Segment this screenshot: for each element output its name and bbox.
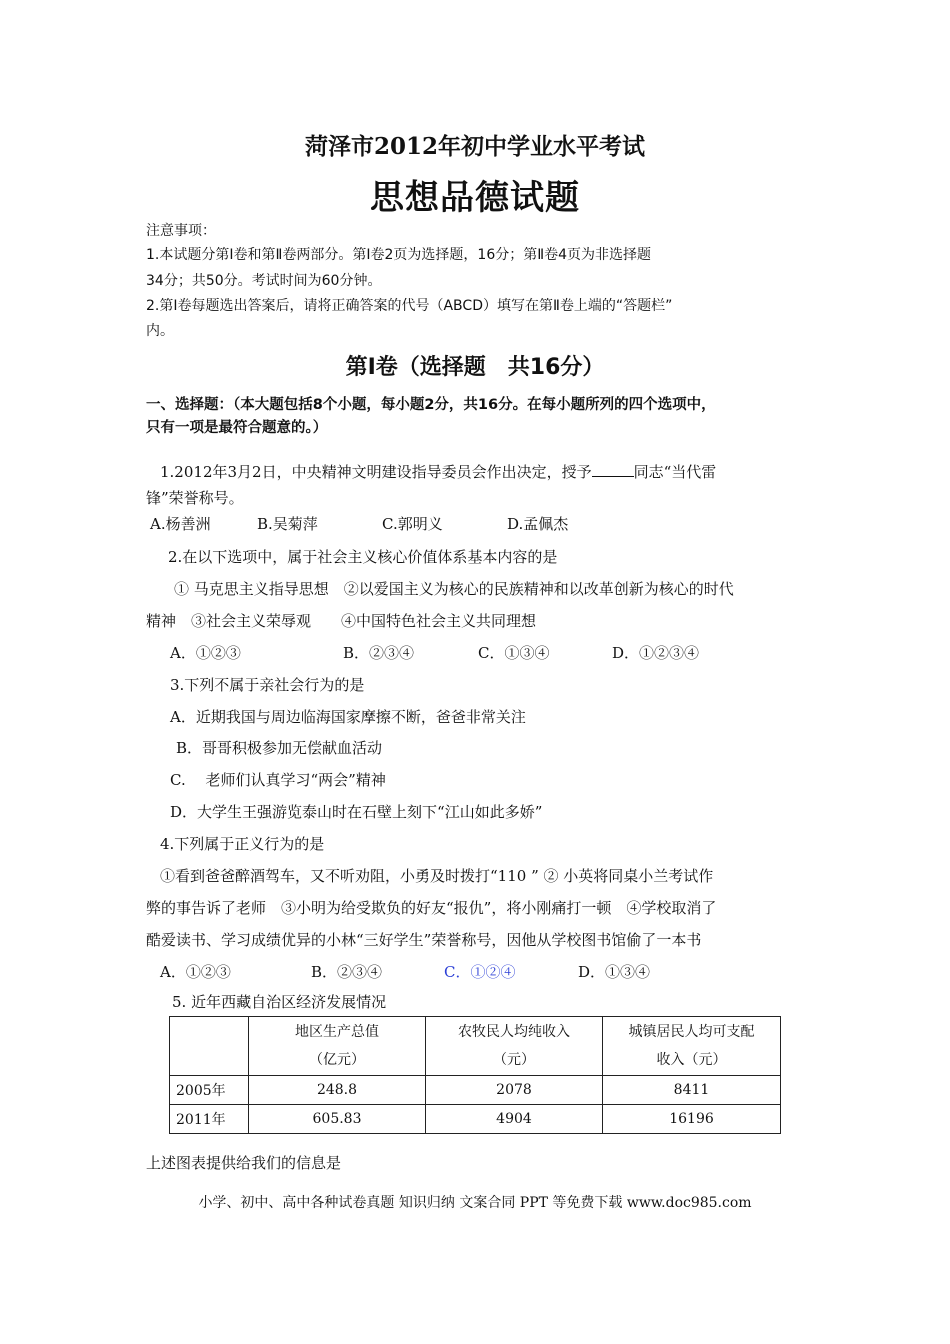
q1-stem-after: 同志“当代雷 bbox=[633, 463, 717, 481]
q2-option-c: C．①③④ bbox=[478, 644, 550, 662]
q3-option-c: C. 老师们认真学习“两会”精神 bbox=[170, 771, 386, 789]
table-header-cell bbox=[170, 1017, 249, 1076]
section-title: 第Ⅰ卷（选择题 共16分） bbox=[345, 355, 605, 380]
q4-option-b: B．②③④ bbox=[311, 963, 383, 981]
cell-gdp: 605.83 bbox=[249, 1105, 426, 1134]
exam-title: 菏泽市2012年初中学业水平考试 bbox=[304, 133, 645, 160]
header-line: 收入（元） bbox=[656, 1052, 727, 1068]
question-1-stem bbox=[160, 461, 716, 482]
cell-urban-income: 8411 bbox=[603, 1076, 781, 1105]
notice-heading: 注意事项： bbox=[146, 223, 216, 239]
question-3-stem: 3.下列不属于亲社会行为的是 bbox=[170, 676, 365, 694]
cell-rural-income: 4904 bbox=[426, 1105, 603, 1134]
header-line: 农牧民人均纯收入 bbox=[458, 1024, 570, 1040]
table-header-cell bbox=[603, 1017, 781, 1076]
cell-urban-income: 16196 bbox=[603, 1105, 781, 1134]
subject-title: 思想品德试题 bbox=[370, 178, 580, 218]
q4-option-d: D．①③④ bbox=[578, 963, 651, 981]
q4-option-a: A．①②③ bbox=[160, 963, 231, 981]
q4-item-line: ①看到爸爸醉酒驾车，又不听劝阻，小勇及时拨打“110 ” ② 小英将同桌小兰考试作 bbox=[160, 867, 714, 885]
notice-line: 34分；共50分。考试时间为60分钟。 bbox=[146, 273, 382, 289]
header-line: 地区生产总值 bbox=[295, 1024, 379, 1040]
question-4-stem: 4.下列属于正义行为的是 bbox=[160, 835, 325, 853]
table-row bbox=[170, 1105, 781, 1134]
question-5-followup: 上述图表提供给我们的信息是 bbox=[146, 1154, 342, 1172]
table-header-cell bbox=[426, 1017, 603, 1076]
q1-option-b: B.吴菊萍 bbox=[257, 515, 318, 533]
table-header-row bbox=[170, 1017, 781, 1076]
section-intro: 只有一项是最符合题意的。） bbox=[146, 420, 328, 436]
q3-option-a: A．近期我国与周边临海国家摩擦不断，爸爸非常关注 bbox=[170, 708, 526, 726]
table-header-cell bbox=[249, 1017, 426, 1076]
q1-option-a: A.杨善洲 bbox=[150, 515, 211, 533]
notice-line: 1.本试题分第Ⅰ卷和第Ⅱ卷两部分。第Ⅰ卷2页为选择题，16分；第Ⅱ卷4页为非选择题 bbox=[146, 247, 652, 263]
q1-option-c: C.郭明义 bbox=[382, 515, 443, 533]
q1-stem-before: 1.2012年3月2日，中央精神文明建设指导委员会作出决定，授予 bbox=[160, 463, 592, 481]
q2-item-line: 精神 ③社会主义荣辱观 ④中国特色社会主义共同理想 bbox=[146, 612, 537, 630]
q3-option-b: B．哥哥积极参加无偿献血活动 bbox=[176, 739, 383, 757]
header-line: 城镇居民人均可支配 bbox=[628, 1024, 755, 1040]
cell-rural-income: 2078 bbox=[426, 1076, 603, 1105]
question-1-stem-cont: 锋”荣誉称号。 bbox=[146, 489, 244, 507]
notice-line: 2.第Ⅰ卷每题选出答案后，请将正确答案的代号（ABCD）填写在第Ⅱ卷上端的“答题栏” bbox=[146, 298, 673, 314]
page-footer: 小学、初中、高中各种试卷真题 知识归纳 文案合同 PPT 等免费下载 www.doc985.com bbox=[198, 1195, 752, 1211]
q3-option-d: D．大学生王强游览泰山时在石壁上刻下“江山如此多娇” bbox=[170, 803, 543, 821]
q2-item-line: ① 马克思主义指导思想 ②以爱国主义为核心的民族精神和以改革创新为核心的时代 bbox=[174, 580, 734, 598]
q2-option-b: B．②③④ bbox=[343, 644, 415, 662]
header-line: （元） bbox=[493, 1052, 535, 1068]
row-year: 2011年 bbox=[170, 1105, 249, 1134]
economic-data-table bbox=[169, 1016, 781, 1134]
row-year: 2005年 bbox=[170, 1076, 249, 1105]
q1-option-d: D.孟佩杰 bbox=[507, 515, 569, 533]
section-intro: 一、选择题：（本大题包括8个小题，每小题2分，共16分。在每小题所列的四个选项中， bbox=[146, 397, 716, 413]
q4-option-c-highlighted: C．①②④ bbox=[444, 963, 516, 981]
cell-gdp: 248.8 bbox=[249, 1076, 426, 1105]
notice-line: 内。 bbox=[146, 323, 174, 339]
q4-item-line: 酷爱读书、学习成绩优异的小林“三好学生”荣誉称号，因他从学校图书馆偷了一本书 bbox=[146, 931, 702, 949]
q4-item-line: 弊的事告诉了老师 ③小明为给受欺负的好友“报仇”，将小刚痛打一顿 ④学校取消了 bbox=[146, 899, 717, 917]
question-2-stem: 2.在以下选项中，属于社会主义核心价值体系基本内容的是 bbox=[168, 548, 558, 566]
question-5-stem: 5. 近年西藏自治区经济发展情况 bbox=[172, 993, 387, 1011]
table-row bbox=[170, 1076, 781, 1105]
q2-option-d: D．①②③④ bbox=[612, 644, 700, 662]
header-line: （亿元） bbox=[309, 1052, 365, 1068]
q2-option-a: A．①②③ bbox=[170, 644, 241, 662]
answer-blank bbox=[592, 462, 634, 477]
